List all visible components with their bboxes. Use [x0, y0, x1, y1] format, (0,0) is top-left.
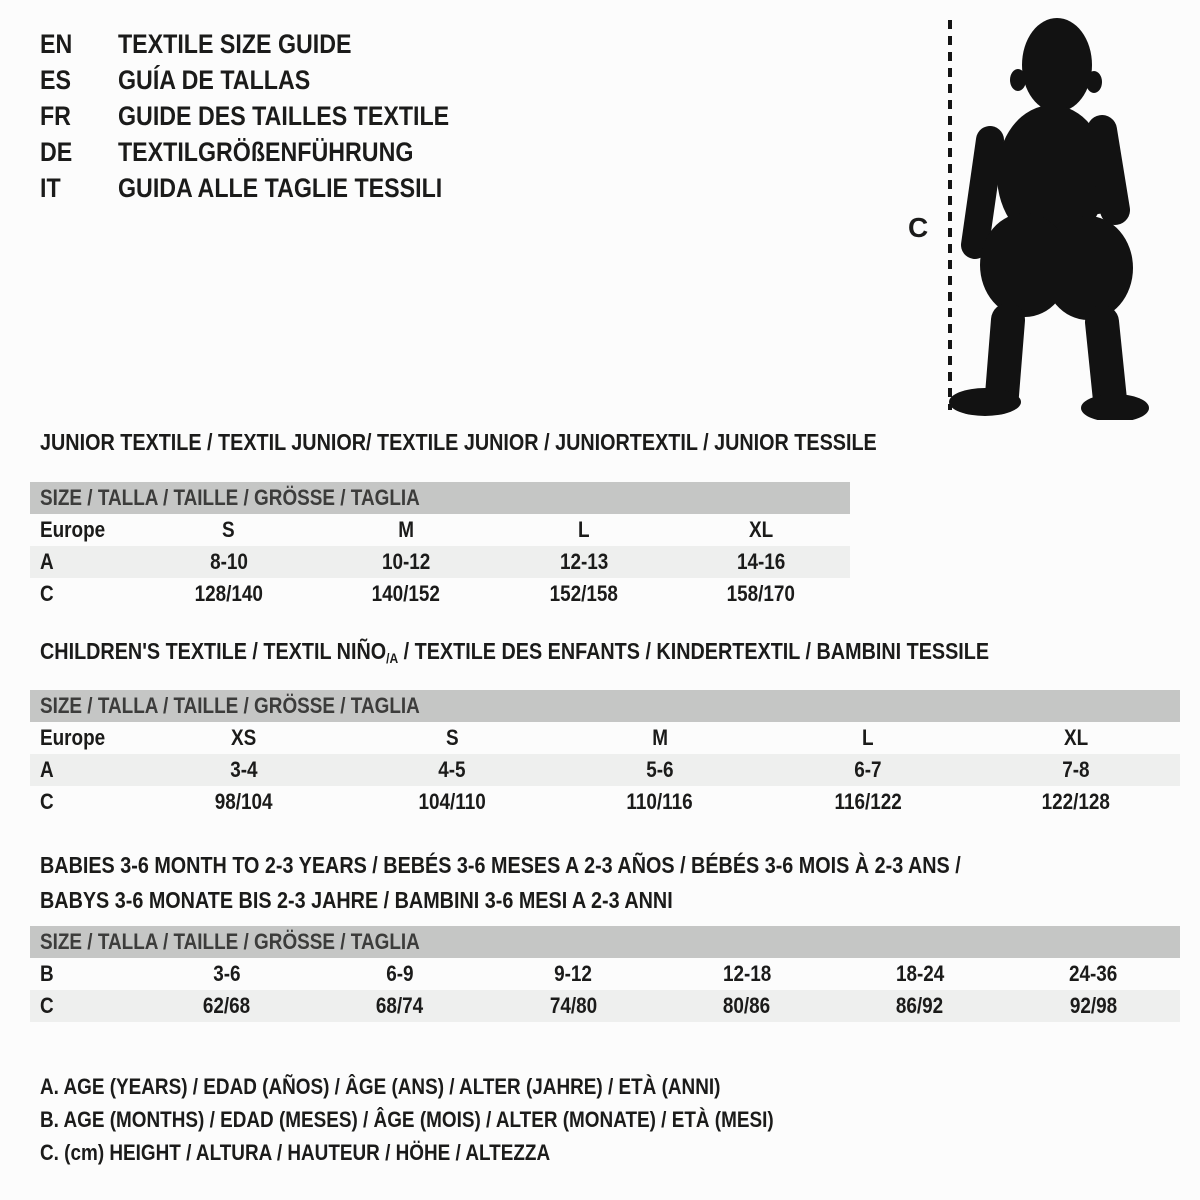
- table-cell: 152/158: [549, 581, 618, 606]
- junior-section-title: JUNIOR TEXTILE / TEXTIL JUNIOR/ TEXTILE JUNIOR / JUNIORTEXTIL / JUNIOR TESSILE: [40, 429, 877, 455]
- language-row: [40, 170, 503, 206]
- table-row-europe: [30, 514, 850, 546]
- legend: [40, 1070, 893, 1169]
- table-cell: 10-12: [382, 549, 431, 574]
- row-label: C: [40, 581, 54, 606]
- language-code: EN: [40, 28, 73, 59]
- table-cell: 74/80: [549, 993, 597, 1018]
- language-code: FR: [40, 100, 71, 131]
- row-label: B: [40, 961, 54, 986]
- table-cell: M: [652, 725, 668, 750]
- table-cell: 86/92: [896, 993, 944, 1018]
- table-cell: 62/68: [202, 993, 251, 1018]
- table-cell: 4-5: [438, 757, 466, 782]
- children-table: [30, 690, 1180, 818]
- height-measure-label: C: [908, 212, 929, 243]
- table-cell: 128/140: [194, 581, 263, 606]
- table-cell: 110/116: [626, 789, 694, 814]
- table-cell: 7-8: [1062, 757, 1090, 782]
- table-cell: XL: [749, 517, 774, 542]
- row-label: A: [40, 549, 54, 574]
- table-row-months: [30, 958, 1180, 990]
- row-label: C: [40, 789, 54, 814]
- table-cell: 24-36: [1069, 961, 1118, 986]
- language-row: [40, 134, 503, 170]
- table-row-age: [30, 754, 1180, 786]
- language-title: GUIDE DES TAILLES TEXTILE: [118, 100, 450, 131]
- table-cell: M: [398, 517, 415, 542]
- table-cell: 158/170: [727, 581, 796, 606]
- row-label: Europe: [40, 725, 106, 750]
- table-cell: 12-18: [722, 961, 771, 986]
- table-cell: 6-7: [854, 757, 882, 782]
- table-cell: 92/98: [1069, 993, 1117, 1018]
- table-cell: 3-4: [230, 757, 258, 782]
- table-cell: 18-24: [895, 961, 945, 986]
- children-section-title: CHILDREN'S TEXTILE / TEXTIL $NIÑO_{/A}$ / TEXTILE DES ENFANTS / KINDERTEXTIL / BAMBINI TESSILE: [40, 638, 990, 666]
- table-cell: XS: [231, 725, 257, 750]
- table-row-europe: [30, 722, 1180, 754]
- table-cell: 12-13: [559, 549, 608, 574]
- table-cell: 140/152: [372, 581, 441, 606]
- language-row: [40, 98, 503, 134]
- table-cell: S: [445, 725, 459, 750]
- table-cell: 8-10: [209, 549, 248, 574]
- babies-section-title: BABIES 3-6 MONTH TO 2-3 YEARS / BEBÉS 3-6 MESES A 2-3 AÑOS / BÉBÉS 3-6 MOIS À 2-3 ANS / BABYS 3-6 MONATE BIS 2-3 JAHRE / BAMBINI 3-6 MESI A 2-3 ANNI: [40, 852, 961, 913]
- table-cell: 68/74: [376, 993, 424, 1018]
- baby-silhouette: [930, 10, 1180, 420]
- table-cell: 98/104: [215, 789, 273, 814]
- table-cell: 104/110: [418, 789, 486, 814]
- legend-line-c: C. (cm) HEIGHT / ALTURA / HAUTEUR / HÖHE / ALTEZZA: [40, 1140, 551, 1165]
- table-cell: 9-12: [554, 961, 593, 986]
- language-code: ES: [40, 64, 71, 95]
- junior-table: [30, 482, 850, 610]
- language-title: TEXTILGRÖßENFÜHRUNG: [118, 136, 414, 167]
- table-cell: 3-6: [212, 961, 241, 986]
- size-header-bar: SIZE / TALLA / TAILLE / GRÖSSE / TAGLIA: [30, 690, 1180, 722]
- table-cell: 6-9: [386, 961, 414, 986]
- language-row: [40, 62, 503, 98]
- table-row-height: [30, 786, 1180, 818]
- row-label: Europe: [40, 517, 106, 542]
- babies-table: [30, 926, 1180, 1022]
- table-row-age: [30, 546, 850, 578]
- language-row: [40, 26, 503, 62]
- language-title: TEXTILE SIZE GUIDE: [118, 28, 352, 59]
- size-header-bar: SIZE / TALLA / TAILLE / GRÖSSE / TAGLIA: [30, 926, 1180, 958]
- legend-line-b: B. AGE (MONTHS) / EDAD (MESES) / ÂGE (MOIS) / ALTER (MONATE) / ETÀ (MESI): [40, 1107, 774, 1132]
- table-row-height: [30, 578, 850, 610]
- title-subscript: /A: [386, 650, 399, 666]
- table-cell: L: [862, 725, 874, 750]
- row-label: A: [40, 757, 54, 782]
- table-cell: L: [577, 517, 590, 542]
- language-title: GUIDA ALLE TAGLIE TESSILI: [118, 172, 443, 203]
- table-cell: 116/122: [834, 789, 902, 814]
- table-cell: 122/128: [1041, 789, 1111, 814]
- table-cell: S: [222, 517, 236, 542]
- table-cell: 80/86: [722, 993, 771, 1018]
- language-code: IT: [40, 172, 61, 203]
- language-title: GUÍA DE TALLAS: [118, 64, 311, 95]
- toddler-figure-icon: [949, 18, 1149, 420]
- row-label: C: [40, 993, 54, 1018]
- language-list: [40, 26, 503, 206]
- language-code: DE: [40, 136, 73, 167]
- table-cell: 5-6: [646, 757, 674, 782]
- size-header-bar: SIZE / TALLA / TAILLE / GRÖSSE / TAGLIA: [30, 482, 850, 514]
- legend-line-a: A. AGE (YEARS) / EDAD (AÑOS) / ÂGE (ANS) / ALTER (JAHRE) / ETÀ (ANNI): [40, 1074, 721, 1099]
- table-cell: XL: [1063, 725, 1089, 750]
- table-row-height: [30, 990, 1180, 1022]
- table-cell: 14-16: [737, 549, 786, 574]
